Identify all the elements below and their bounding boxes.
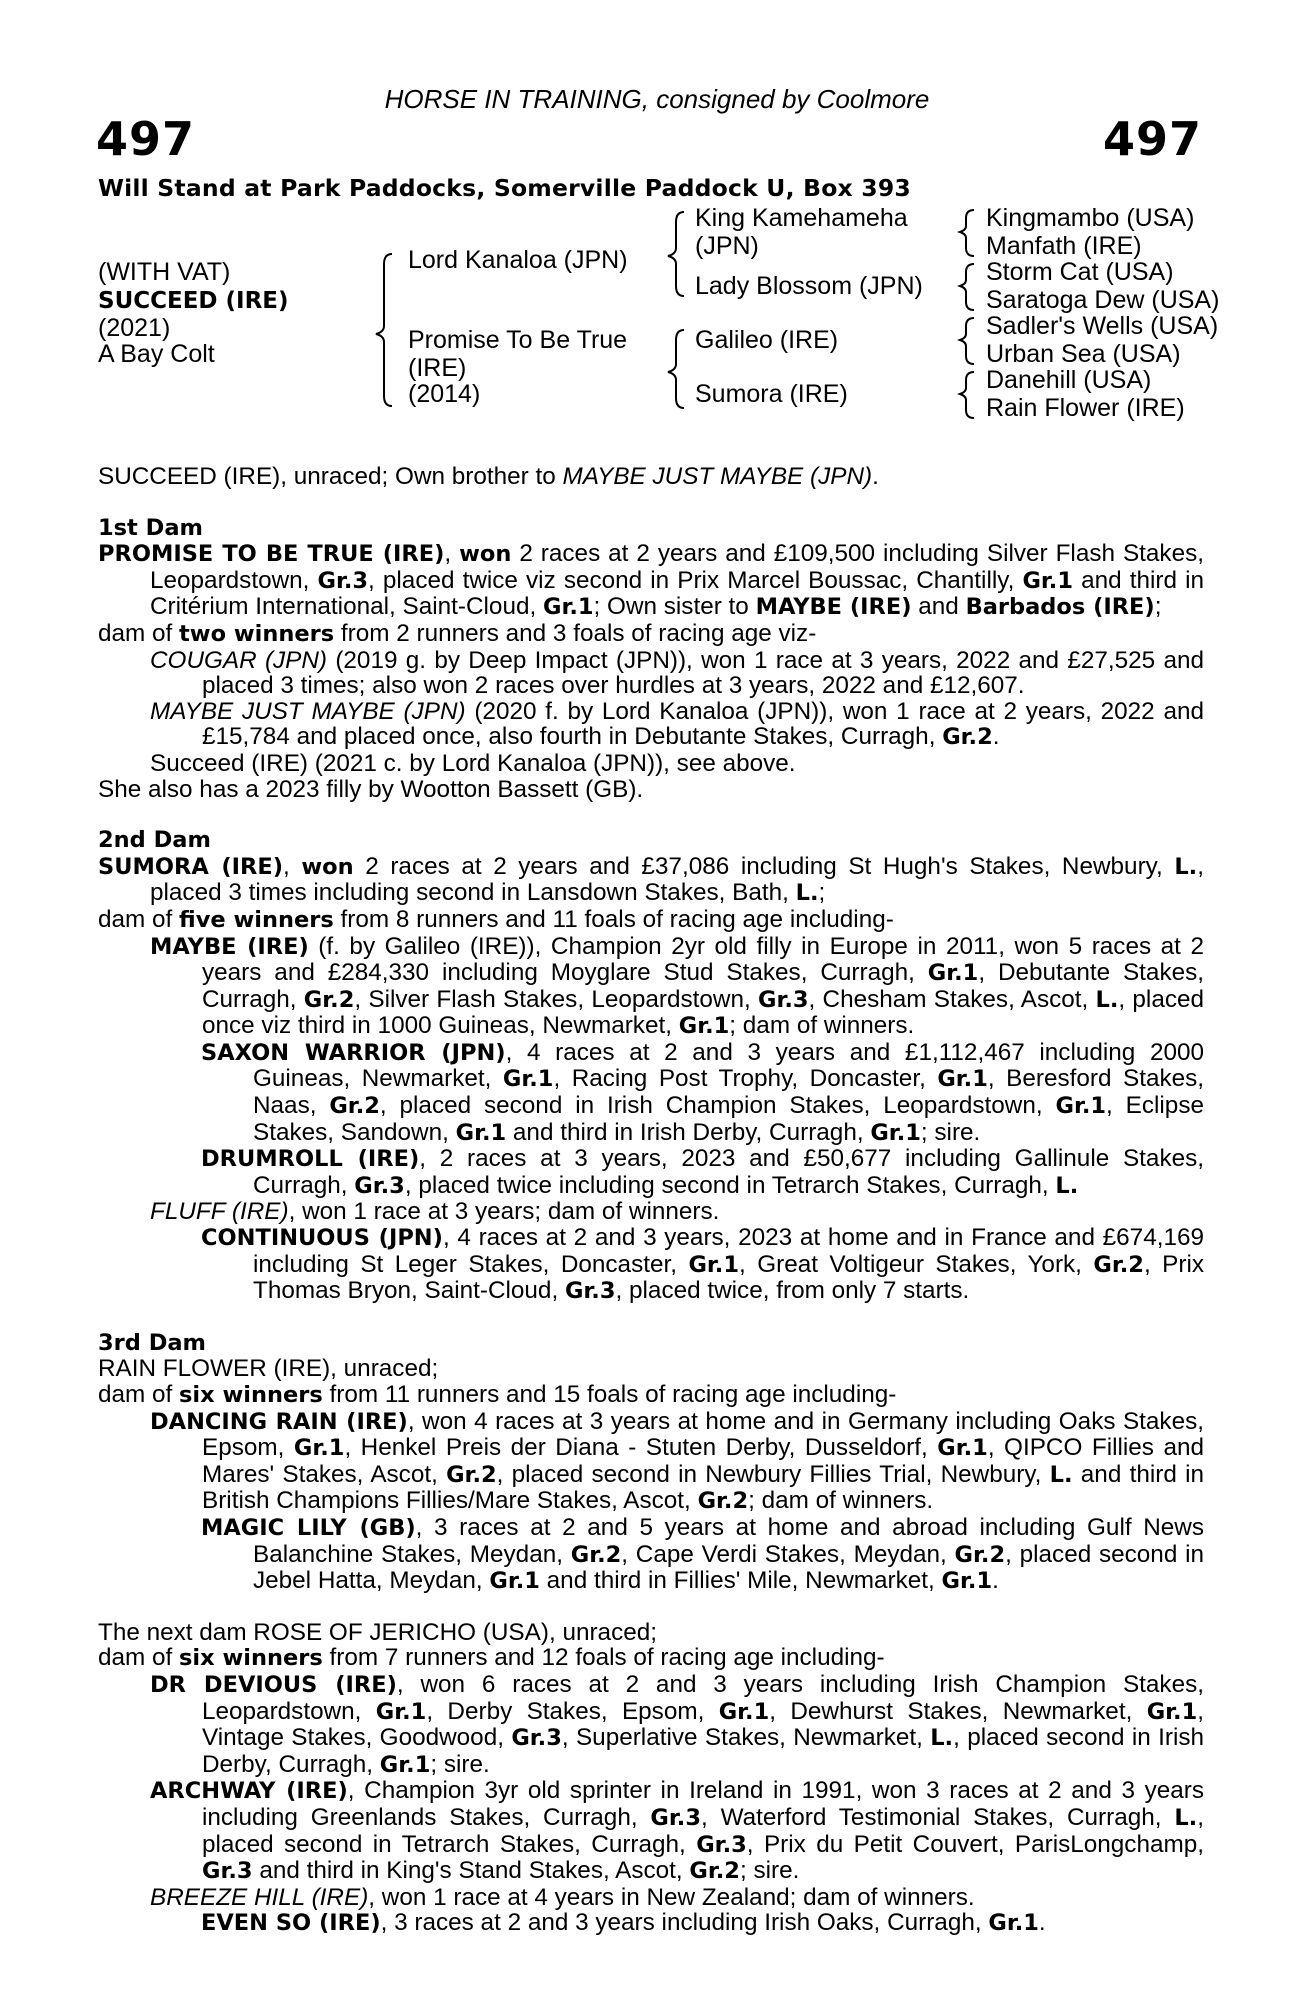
produce-drumroll: DRUMROLL (IRE), 2 races at 3 years, 2023 and £50,677 including Gallinule Stakes, Curragh, Gr.3, placed twice including second in Tetrarch Stakes, Curragh, L.: [201, 1145, 1205, 1199]
produce-2023-filly: She also has a 2023 filly by Wootton Bassett (GB).: [98, 775, 644, 803]
second-dam-produce: dam of five winners from 8 runners and 11 foals of racing age including-: [98, 905, 894, 933]
produce-fluff: FLUFF (IRE), won 1 race at 3 years; dam of winners.: [150, 1198, 720, 1226]
fourth-dam-record: The next dam ROSE OF JERICHO (USA), unraced;: [98, 1618, 657, 1646]
second-dam-record: SUMORA (IRE), won 2 races at 2 years and £37,086 including St Hugh's Stakes, Newbury, L., placed 3 times including second in Lansdown Stakes, Bath, L.;: [98, 852, 1204, 907]
first-dam-produce: dam of two winners from 2 runners and 3 foals of racing age viz-: [98, 619, 817, 647]
dam-line-3: (2014): [408, 380, 481, 408]
stand-location: Will Stand at Park Paddocks, Somerville Paddock U, Box 393: [98, 174, 911, 202]
third-dam-produce: dam of six winners from 11 runners and 15 foals of racing age including-: [98, 1381, 897, 1408]
third-gen-6: Urban Sea (USA): [986, 340, 1181, 368]
produce-cougar: COUGAR (JPN) (2019 g. by Deep Impact (JPN)), won 1 race at 3 years, 2022 and £27,525 and placed 3 times; also won 2 races over hurdles at 3 years, 2022 and £12,607.: [150, 646, 1204, 700]
third-gen-8: Rain Flower (IRE): [986, 394, 1185, 422]
third-gen-1: Kingmambo (USA): [986, 204, 1195, 232]
foaling-year: (2021): [98, 314, 171, 342]
dam-line-1: Promise To Be True: [408, 326, 628, 354]
produce-saxon-warrior: SAXON WARRIOR (JPN), 4 races at 2 and 3 years and £1,112,467 including 2000 Guineas, Newmarket, Gr.1, Racing Post Trophy, Doncaster, Gr.1, Beresford Stakes, Naas, Gr.2, placed second in Irish Champion Stakes, Leopardstown, Gr.1, Eclipse Stakes, Sandown, Gr.1 and third in Irish Derby, Curragh, Gr.1; sire.: [201, 1038, 1205, 1146]
produce-succeed: Succeed (IRE) (2021 c. by Lord Kanaloa (JPN)), see above.: [150, 749, 796, 777]
produce-archway: ARCHWAY (IRE), Champion 3yr old sprinter in Ireland in 1991, won 3 races at 2 and 3 years including Greenlands Stakes, Curragh, Gr.3, Waterford Testimonial Stakes, Curragh, L., placed second in Tetrarch Stakes, Curragh, Gr.3, Prix du Petit Couvert, ParisLongchamp, Gr.3 and third in King's Stand Stakes, Ascot, Gr.2; sire.: [150, 1777, 1204, 1885]
horse-description: A Bay Colt: [98, 340, 215, 368]
lot-number-left: 497: [96, 112, 196, 166]
sire-dam: Lady Blossom (JPN): [695, 272, 923, 300]
produce-maybe-just-maybe: MAYBE JUST MAYBE (JPN) (2020 f. by Lord Kanaloa (JPN)), won 1 race at 2 years, 2022 and £15,784 and placed once, also fourth in Debutante Stakes, Curragh, Gr.2.: [150, 697, 1204, 751]
vat-note: (WITH VAT): [98, 258, 231, 286]
pedigree-notes: [98, 464, 1204, 1937]
dam-sire: Galileo (IRE): [695, 326, 839, 354]
third-gen-7: Danehill (USA): [986, 366, 1152, 394]
second-dam-heading: 2nd Dam: [98, 827, 211, 854]
third-gen-2: Manfath (IRE): [986, 232, 1142, 260]
produce-dancing-rain: DANCING RAIN (IRE), won 4 races at 3 years at home and in Germany including Oaks Stakes, Epsom, Gr.1, Henkel Preis der Diana - Stuten Derby, Dusseldorf, Gr.1, QIPCO Fillies and Mares' Stakes, Ascot, Gr.2, placed second in Newbury Fillies Trial, Newbury, L. and third in British Champions Fillies/Mare Stakes, Ascot, Gr.2; dam of winners.: [150, 1407, 1204, 1515]
sire-sire-line-2: (JPN): [695, 232, 759, 260]
third-dam-record: RAIN FLOWER (IRE), unraced;: [98, 1355, 439, 1383]
lot-number-right: 497: [1102, 112, 1202, 166]
dam-line-2: (IRE): [408, 354, 467, 382]
third-gen-4: Saratoga Dew (USA): [986, 286, 1220, 314]
first-dam-heading: 1st Dam: [98, 514, 203, 541]
produce-dr-devious: DR DEVIOUS (IRE), won 6 races at 2 and 3 years including Irish Champion Stakes, Leopardstown, Gr.1, Derby Stakes, Epsom, Gr.1, Dewhurst Stakes, Newmarket, Gr.1, Vintage Stakes, Goodwood, Gr.3, Superlative Stakes, Newmarket, L., placed second in Irish Derby, Curragh, Gr.1; sire.: [150, 1670, 1205, 1778]
horse-name: SUCCEED (IRE): [98, 288, 289, 314]
third-dam-heading: 3rd Dam: [98, 1329, 206, 1356]
sire-sire-line-1: King Kamehameha: [695, 204, 908, 232]
third-gen-3: Storm Cat (USA): [986, 258, 1174, 286]
sire: Lord Kanaloa (JPN): [408, 246, 628, 274]
produce-maybe: MAYBE (IRE) (f. by Galileo (IRE)), Champion 2yr old filly in Europe in 2011, won 5 races at 2 years and £284,330 including Moyglare Stud Stakes, Curragh, Gr.1, Debutante Stakes, Curragh, Gr.2, Silver Flash Stakes, Leopardstown, Gr.3, Chesham Stakes, Ascot, L., placed once viz third in 1000 Guineas, Newmarket, Gr.1; dam of winners.: [150, 932, 1205, 1040]
pedigree-braces: [0, 0, 1314, 440]
produce-continuous: CONTINUOUS (JPN), 4 races at 2 and 3 years, 2023 at home and in France and £674,169 including St Leger Stakes, Doncaster, Gr.1, Great Voltigeur Stakes, York, Gr.2, Prix Thomas Bryon, Saint-Cloud, Gr.3, placed twice, from only 7 starts.: [201, 1224, 1204, 1305]
produce-magic-lily: MAGIC LILY (GB), 3 races at 2 and 5 years at home and abroad including Gulf News Balanchine Stakes, Meydan, Gr.2, Cape Verdi Stakes, Meydan, Gr.2, placed second in Jebel Hatta, Meydan, Gr.1 and third in Fillies' Mile, Newmarket, Gr.1.: [201, 1513, 1205, 1595]
dam-dam: Sumora (IRE): [695, 380, 848, 408]
page-header: HORSE IN TRAINING, consigned by Coolmore: [384, 84, 930, 114]
first-dam-record: PROMISE TO BE TRUE (IRE), won 2 races at 2 years and £109,500 including Silver Flash Stakes, Leopardstown, Gr.3, placed twice viz second in Prix Marcel Boussac, Chantilly, Gr.1 and third in Critérium International, Saint-Cloud, Gr.1; Own sister to MAYBE (IRE) and Barbados (IRE);: [98, 540, 1204, 621]
third-gen-5: Sadler's Wells (USA): [986, 312, 1219, 340]
produce-even-so: EVEN SO (IRE), 3 races at 2 and 3 years including Irish Oaks, Curragh, Gr.1.: [201, 1909, 1046, 1937]
produce-breeze-hill: BREEZE HILL (IRE), won 1 race at 4 years in New Zealand; dam of winners.: [150, 1883, 975, 1911]
fourth-dam-produce: dam of six winners from 7 runners and 12 foals of racing age including-: [98, 1644, 885, 1672]
intro-line: SUCCEED (IRE), unraced; Own brother to MAYBE JUST MAYBE (JPN).: [98, 463, 879, 490]
